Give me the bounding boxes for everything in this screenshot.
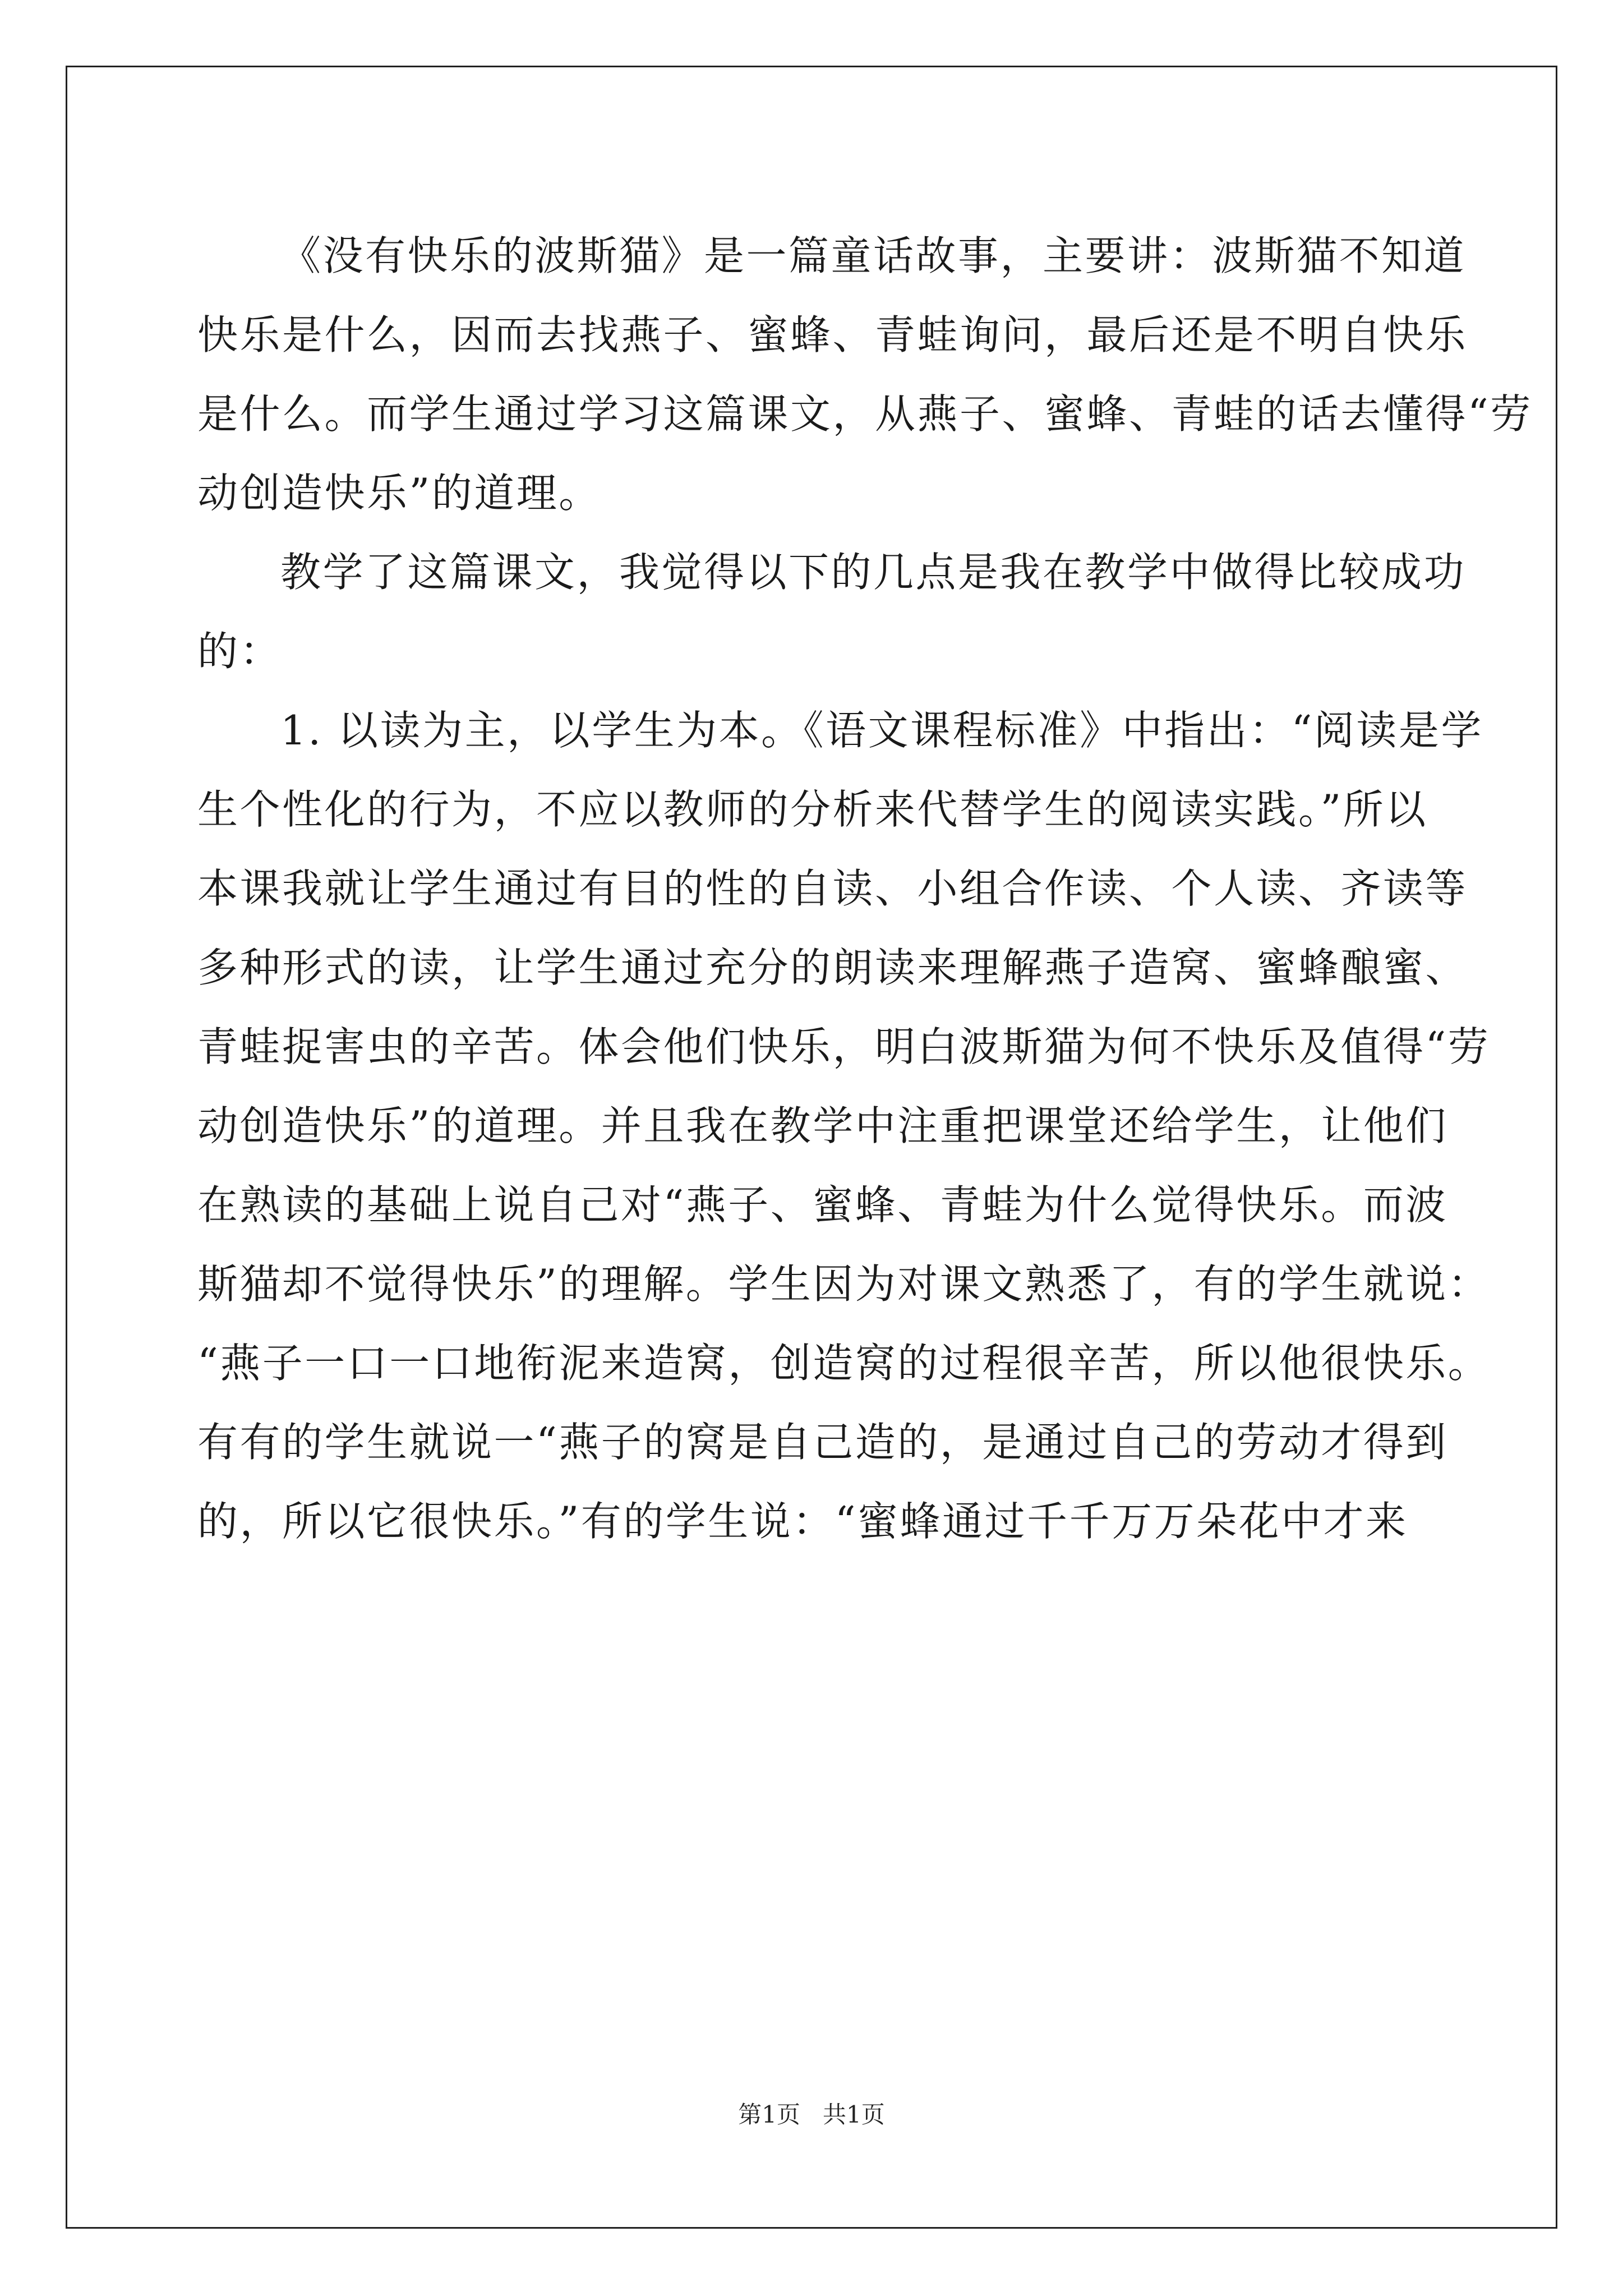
text-line: 斯猫却不觉得快乐”的理解。学生因为对课文熟悉了，有的学生就说： xyxy=(197,1260,1491,1308)
text-line: 是什么。而学生通过学习这篇课文，从燕子、蜜蜂、青蛙的话去懂得“劳 xyxy=(197,390,1533,438)
text-line: 教学了这篇课文，我觉得以下的几点是我在教学中做得比较成功 xyxy=(280,549,1467,596)
text-line: 有有的学生就说一“燕子的窝是自己造的，是通过自己的劳动才得到 xyxy=(197,1419,1448,1466)
text-line: 1. 以读为主，以学生为本。《语文课程标准》中指出：“阅读是学 xyxy=(280,707,1483,754)
text-line: 多种形式的读，让学生通过充分的朗读来理解燕子造窝、蜜蜂酿蜜、 xyxy=(197,944,1468,991)
text-line: 的： xyxy=(197,628,283,675)
text-line: 生个性化的行为，不应以教师的分析来代替学生的阅读实践。”所以 xyxy=(197,786,1428,833)
page-total: 共1页 xyxy=(823,2101,885,2128)
text-line: 的，所以它很快乐。”有的学生说：“蜜蜂通过千千万万朵花中才来 xyxy=(197,1498,1408,1545)
text-line: 在熟读的基础上说自己对“燕子、蜜蜂、青蛙为什么觉得快乐。而波 xyxy=(197,1181,1448,1228)
text-line: “燕子一口一口地衔泥来造窝，创造窝的过程很辛苦，所以他很快乐。 xyxy=(197,1340,1491,1387)
text-line: 《没有快乐的波斯猫》是一篇童话故事，主要讲：波斯猫不知道 xyxy=(280,232,1467,279)
text-line: 动创造快乐”的道理。 xyxy=(197,470,601,517)
text-line: 快乐是什么，因而去找燕子、蜜蜂、青蛙询问，最后还是不明自快乐 xyxy=(197,311,1468,358)
footer-spacer xyxy=(800,2101,823,2128)
text-line: 本课我就让学生通过有目的性的自读、小组合作读、个人读、齐读等 xyxy=(197,865,1468,912)
text-line: 动创造快乐”的道理。并且我在教学中注重把课堂还给学生，让他们 xyxy=(197,1102,1448,1149)
text-line: 青蛙捉害虫的辛苦。体会他们快乐，明白波斯猫为何不快乐及值得“劳 xyxy=(197,1023,1491,1070)
page-footer xyxy=(0,2098,1623,2132)
page-number: 第1页 xyxy=(738,2101,800,2128)
document-body xyxy=(197,217,1533,1561)
